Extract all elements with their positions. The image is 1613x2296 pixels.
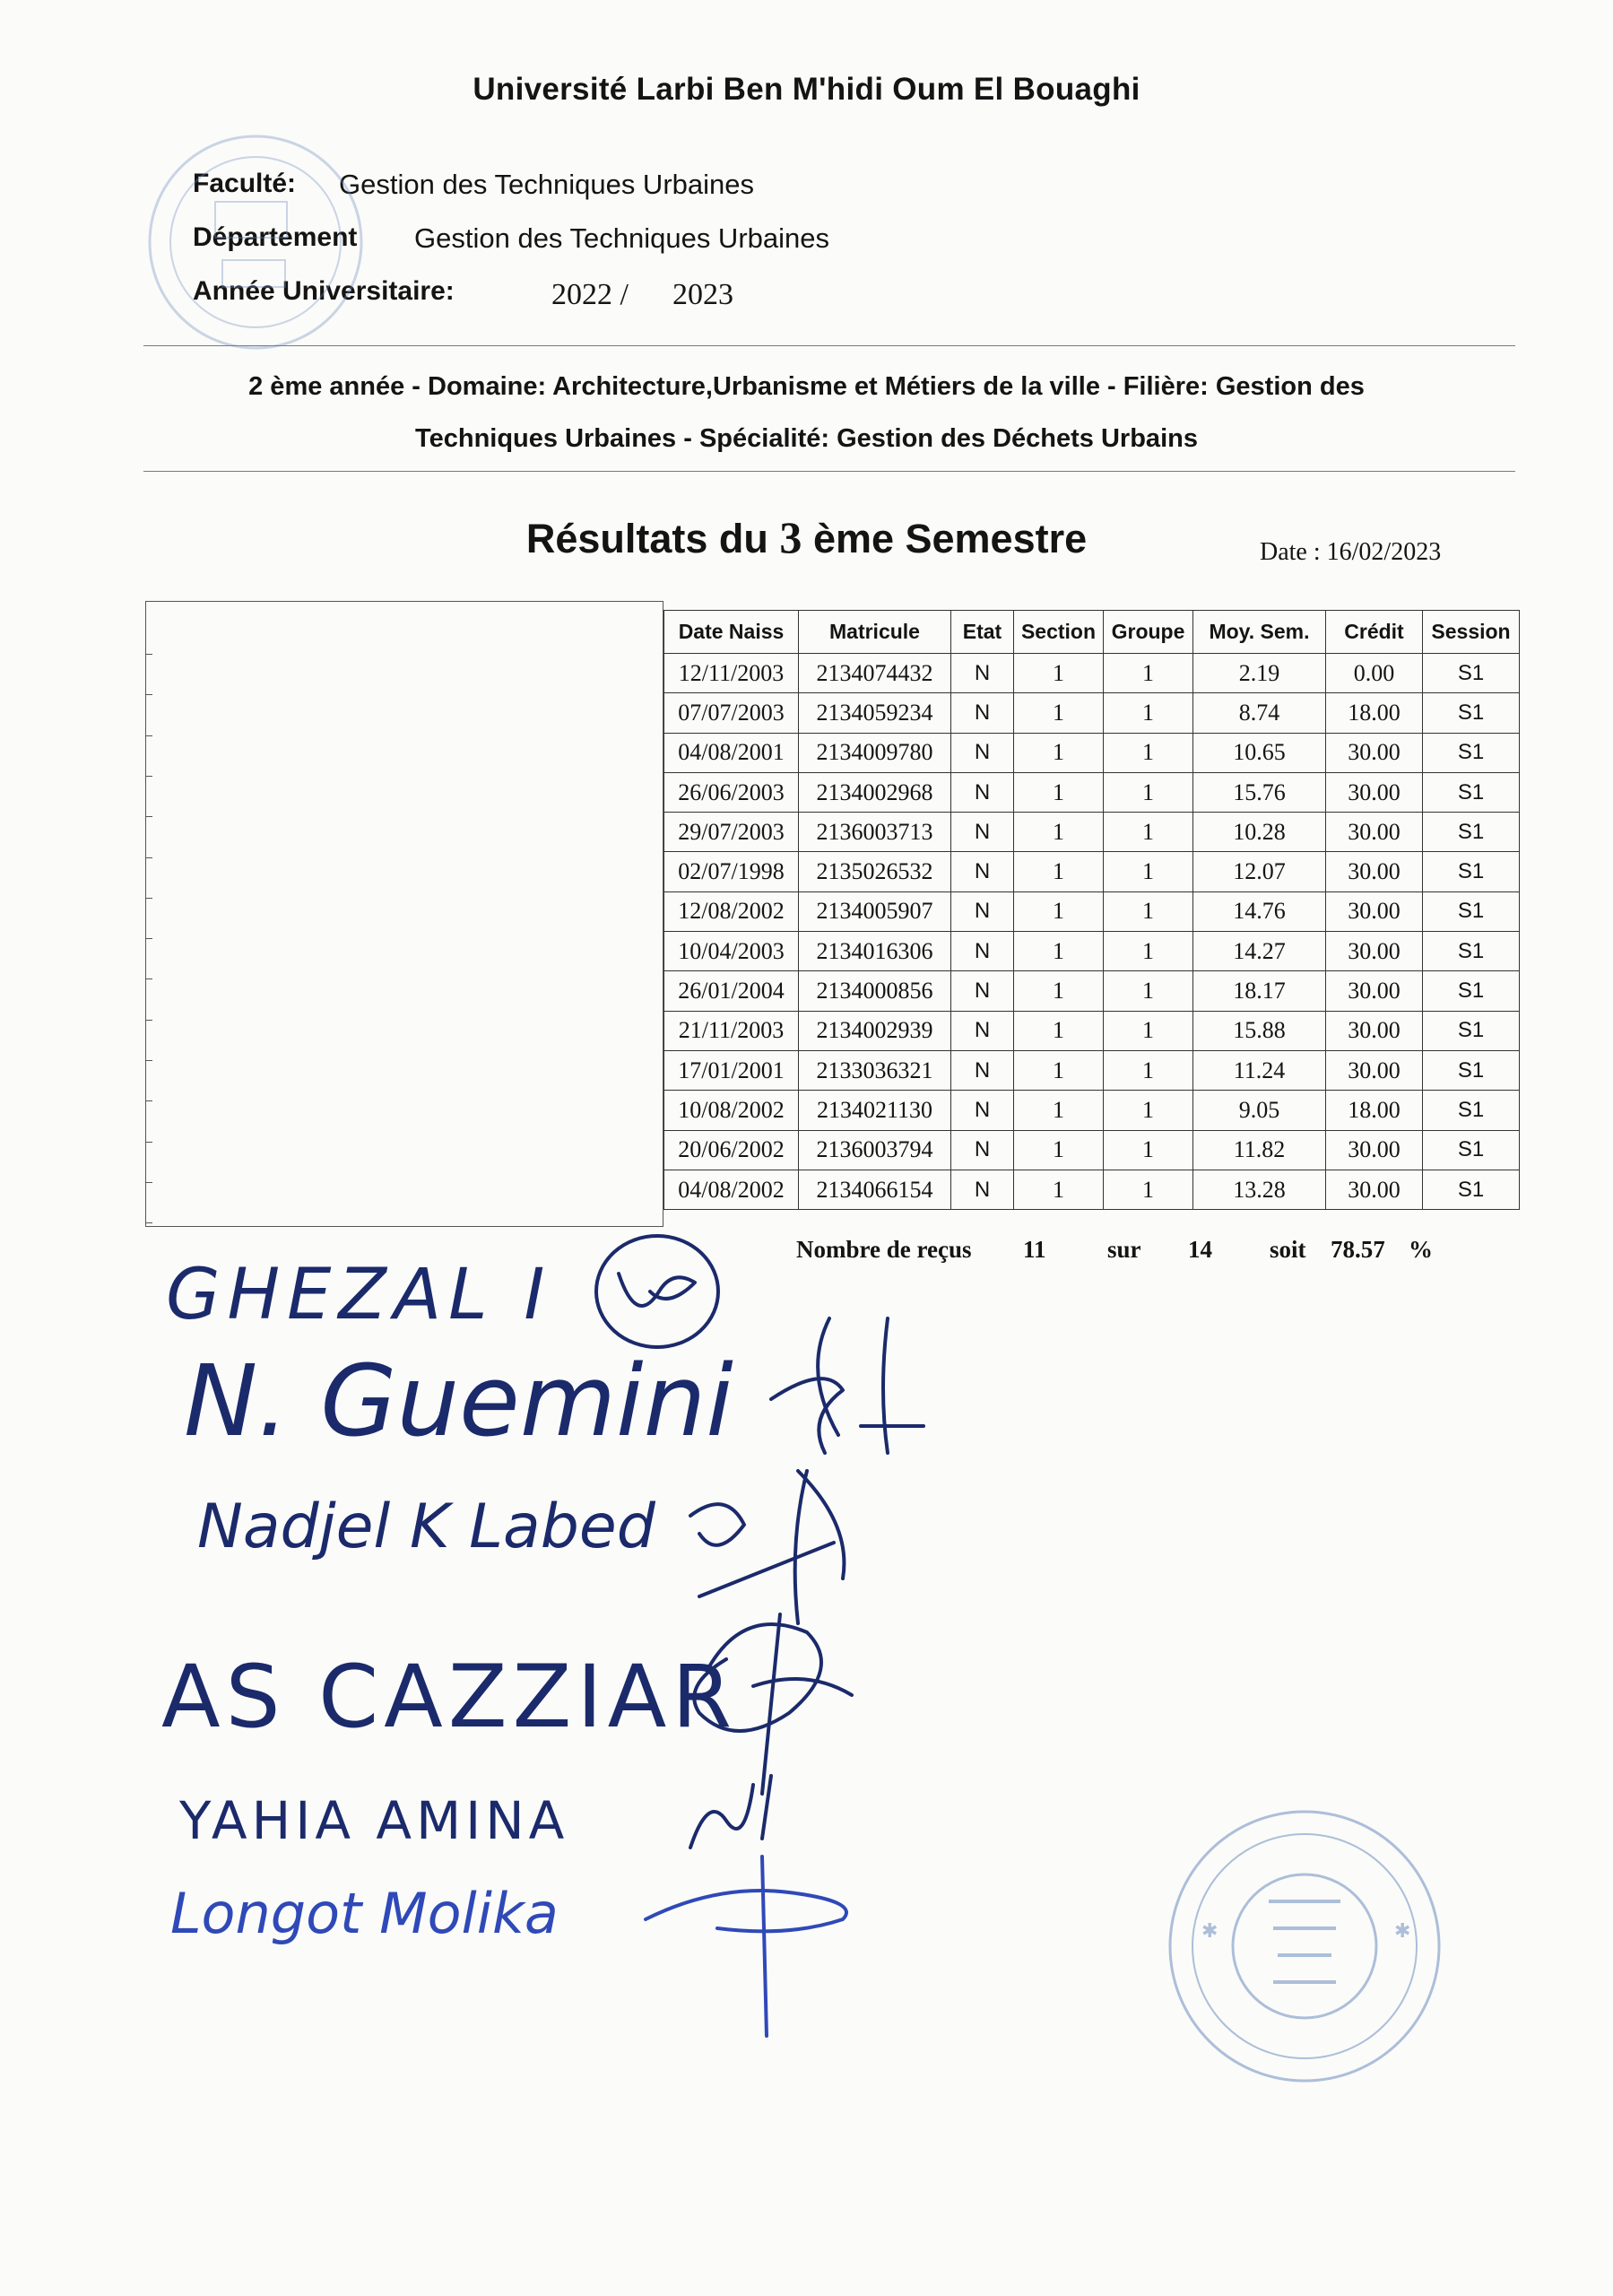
cell-moy-sem: 10.28 xyxy=(1193,813,1326,852)
svg-text:AS CAZZIAR: AS CAZZIAR xyxy=(161,1647,738,1747)
cell-etat: N xyxy=(951,772,1014,812)
cell-section: 1 xyxy=(1014,772,1104,812)
cell-date-naiss: 12/11/2003 xyxy=(664,654,799,693)
summary-percent: 78.57 xyxy=(1331,1236,1385,1263)
cell-moy-sem: 15.88 xyxy=(1193,1011,1326,1050)
cell-section: 1 xyxy=(1014,971,1104,1011)
cell-matricule: 2134066154 xyxy=(799,1170,951,1209)
cell-matricule: 2133036321 xyxy=(799,1050,951,1090)
summary-sur-label: sur xyxy=(1107,1236,1141,1263)
cell-moy-sem: 10.65 xyxy=(1193,733,1326,772)
cell-credit: 30.00 xyxy=(1326,1170,1423,1209)
cell-date-naiss: 12/08/2002 xyxy=(664,891,799,931)
svg-text:✱: ✱ xyxy=(1394,1920,1411,1943)
cell-matricule: 2134000856 xyxy=(799,971,951,1011)
cell-section: 1 xyxy=(1014,654,1104,693)
cell-etat: N xyxy=(951,971,1014,1011)
svg-text:✱: ✱ xyxy=(1201,1920,1218,1943)
program-line-1: 2 ème année - Domaine: Architecture,Urbanisme et Métiers de la ville - Filière: Gestion des xyxy=(248,372,1365,401)
program-line-2: Techniques Urbaines - Spécialité: Gestion des Déchets Urbains xyxy=(415,424,1198,453)
cell-date-naiss: 26/01/2004 xyxy=(664,971,799,1011)
title-suffix: ème Semestre xyxy=(812,516,1088,561)
cell-session: S1 xyxy=(1423,1130,1520,1170)
date-value: 16/02/2023 xyxy=(1326,538,1442,566)
cell-etat: N xyxy=(951,733,1014,772)
signature-labed xyxy=(197,1471,844,1623)
signature-cazziar xyxy=(161,1614,852,1794)
cell-section: 1 xyxy=(1014,891,1104,931)
cell-section: 1 xyxy=(1014,1050,1104,1090)
cell-session: S1 xyxy=(1423,852,1520,891)
summary-recus: 11 xyxy=(1023,1236,1046,1263)
cell-groupe: 1 xyxy=(1104,971,1193,1011)
cell-moy-sem: 13.28 xyxy=(1193,1170,1326,1209)
cell-date-naiss: 29/07/2003 xyxy=(664,813,799,852)
cell-session: S1 xyxy=(1423,971,1520,1011)
cell-date-naiss: 10/04/2003 xyxy=(664,932,799,971)
date-label: Date : xyxy=(1260,538,1321,566)
cell-groupe: 1 xyxy=(1104,1011,1193,1050)
cell-date-naiss: 04/08/2002 xyxy=(664,1170,799,1209)
cell-date-naiss: 20/06/2002 xyxy=(664,1130,799,1170)
header-stamp xyxy=(150,136,361,348)
cell-credit: 0.00 xyxy=(1326,654,1423,693)
faculte-label: Faculté: xyxy=(193,169,297,198)
annee-end: 2023 xyxy=(672,278,733,311)
cell-session: S1 xyxy=(1423,1170,1520,1209)
cell-section: 1 xyxy=(1014,813,1104,852)
summary-soit-label: soit xyxy=(1270,1236,1306,1263)
cell-etat: N xyxy=(951,1050,1014,1090)
cell-section: 1 xyxy=(1014,693,1104,733)
cell-session: S1 xyxy=(1423,693,1520,733)
cell-credit: 30.00 xyxy=(1326,891,1423,931)
cell-session: S1 xyxy=(1423,1011,1520,1050)
cell-etat: N xyxy=(951,1011,1014,1050)
cell-matricule: 2135026532 xyxy=(799,852,951,891)
cell-etat: N xyxy=(951,1170,1014,1209)
cell-etat: N xyxy=(951,932,1014,971)
cell-credit: 30.00 xyxy=(1326,1130,1423,1170)
cell-matricule: 2134009780 xyxy=(799,733,951,772)
cell-groupe: 1 xyxy=(1104,693,1193,733)
cell-moy-sem: 18.17 xyxy=(1193,971,1326,1011)
annee-start: 2022 / xyxy=(551,278,629,311)
cell-section: 1 xyxy=(1014,733,1104,772)
cell-groupe: 1 xyxy=(1104,1170,1193,1209)
summary-percent-sign: % xyxy=(1409,1236,1433,1263)
cell-matricule: 2134016306 xyxy=(799,932,951,971)
cell-section: 1 xyxy=(1014,1091,1104,1130)
cell-matricule: 2136003794 xyxy=(799,1130,951,1170)
cell-moy-sem: 2.19 xyxy=(1193,654,1326,693)
svg-text:Longot Molika: Longot Molika xyxy=(170,1881,559,1946)
column-header-session: Session xyxy=(1423,611,1520,654)
cell-matricule: 2136003713 xyxy=(799,813,951,852)
cell-moy-sem: 8.74 xyxy=(1193,693,1326,733)
cell-date-naiss: 26/06/2003 xyxy=(664,772,799,812)
cell-date-naiss: 04/08/2001 xyxy=(664,733,799,772)
cell-groupe: 1 xyxy=(1104,772,1193,812)
cell-etat: N xyxy=(951,693,1014,733)
cell-session: S1 xyxy=(1423,654,1520,693)
cell-moy-sem: 14.76 xyxy=(1193,891,1326,931)
cell-session: S1 xyxy=(1423,1050,1520,1090)
official-stamp xyxy=(1170,1812,1439,2081)
column-header-moy-sem: Moy. Sem. xyxy=(1193,611,1326,654)
summary-total: 14 xyxy=(1188,1236,1212,1263)
cell-credit: 30.00 xyxy=(1326,813,1423,852)
cell-credit: 30.00 xyxy=(1326,932,1423,971)
cell-groupe: 1 xyxy=(1104,932,1193,971)
cell-date-naiss: 21/11/2003 xyxy=(664,1011,799,1050)
cell-moy-sem: 12.07 xyxy=(1193,852,1326,891)
cell-session: S1 xyxy=(1423,891,1520,931)
signature-guemini xyxy=(184,1318,924,1458)
cell-credit: 30.00 xyxy=(1326,1011,1423,1050)
cell-groupe: 1 xyxy=(1104,891,1193,931)
cell-matricule: 2134002939 xyxy=(799,1011,951,1050)
cell-session: S1 xyxy=(1423,932,1520,971)
cell-credit: 30.00 xyxy=(1326,971,1423,1011)
cell-date-naiss: 07/07/2003 xyxy=(664,693,799,733)
svg-text:GHEZAL I: GHEZAL I xyxy=(166,1255,552,1335)
cell-section: 1 xyxy=(1014,1130,1104,1170)
cell-etat: N xyxy=(951,1130,1014,1170)
cell-moy-sem: 14.27 xyxy=(1193,932,1326,971)
cell-etat: N xyxy=(951,654,1014,693)
cell-section: 1 xyxy=(1014,852,1104,891)
cell-credit: 30.00 xyxy=(1326,1050,1423,1090)
cell-section: 1 xyxy=(1014,1170,1104,1209)
cell-date-naiss: 10/08/2002 xyxy=(664,1091,799,1130)
cell-session: S1 xyxy=(1423,1091,1520,1130)
cell-credit: 18.00 xyxy=(1326,693,1423,733)
column-header-groupe: Groupe xyxy=(1104,611,1193,654)
summary-label: Nombre de reçus xyxy=(796,1236,972,1263)
cell-moy-sem: 9.05 xyxy=(1193,1091,1326,1130)
signature-ghezal xyxy=(166,1236,718,1347)
cell-groupe: 1 xyxy=(1104,654,1193,693)
cell-groupe: 1 xyxy=(1104,1050,1193,1090)
title-semester-number: 3 xyxy=(779,512,802,562)
university-name: Université Larbi Ben M'hidi Oum El Bouaghi xyxy=(473,72,1140,107)
cell-moy-sem: 15.76 xyxy=(1193,772,1326,812)
cell-groupe: 1 xyxy=(1104,1091,1193,1130)
cell-moy-sem: 11.82 xyxy=(1193,1130,1326,1170)
cell-date-naiss: 02/07/1998 xyxy=(664,852,799,891)
cell-credit: 30.00 xyxy=(1326,772,1423,812)
cell-credit: 30.00 xyxy=(1326,733,1423,772)
cell-matricule: 2134021130 xyxy=(799,1091,951,1130)
cell-session: S1 xyxy=(1423,813,1520,852)
column-header-etat: Etat xyxy=(951,611,1014,654)
title-prefix: Résultats du xyxy=(525,516,768,561)
cell-session: S1 xyxy=(1423,733,1520,772)
cell-date-naiss: 17/01/2001 xyxy=(664,1050,799,1090)
cell-section: 1 xyxy=(1014,932,1104,971)
cell-matricule: 2134002968 xyxy=(799,772,951,812)
cell-etat: N xyxy=(951,852,1014,891)
svg-text:YAHIA AMINA: YAHIA AMINA xyxy=(179,1790,569,1851)
cell-etat: N xyxy=(951,891,1014,931)
cell-credit: 18.00 xyxy=(1326,1091,1423,1130)
cell-matricule: 2134059234 xyxy=(799,693,951,733)
cell-etat: N xyxy=(951,813,1014,852)
cell-groupe: 1 xyxy=(1104,1130,1193,1170)
faculte-value: Gestion des Techniques Urbaines xyxy=(339,169,754,200)
cell-section: 1 xyxy=(1014,1011,1104,1050)
cell-credit: 30.00 xyxy=(1326,852,1423,891)
cell-etat: N xyxy=(951,1091,1014,1130)
cell-matricule: 2134074432 xyxy=(799,654,951,693)
column-header-date-naiss: Date Naiss xyxy=(664,611,799,654)
column-header-section: Section xyxy=(1014,611,1104,654)
column-header-matricule: Matricule xyxy=(799,611,951,654)
annee-label: Année Universitaire: xyxy=(193,276,455,306)
column-header-credit: Crédit xyxy=(1326,611,1423,654)
cell-moy-sem: 11.24 xyxy=(1193,1050,1326,1090)
cell-groupe: 1 xyxy=(1104,852,1193,891)
departement-value: Gestion des Techniques Urbaines xyxy=(414,222,829,254)
signature-yahia xyxy=(178,1776,771,1851)
cell-session: S1 xyxy=(1423,772,1520,812)
signature-molika xyxy=(170,1857,846,2036)
departement-label: Département xyxy=(193,222,358,252)
cell-groupe: 1 xyxy=(1104,733,1193,772)
svg-text:N. Guemini: N. Guemini xyxy=(184,1344,733,1458)
svg-text:Nadjel K Labed: Nadjel K Labed xyxy=(197,1492,655,1562)
cell-groupe: 1 xyxy=(1104,813,1193,852)
cell-matricule: 2134005907 xyxy=(799,891,951,931)
